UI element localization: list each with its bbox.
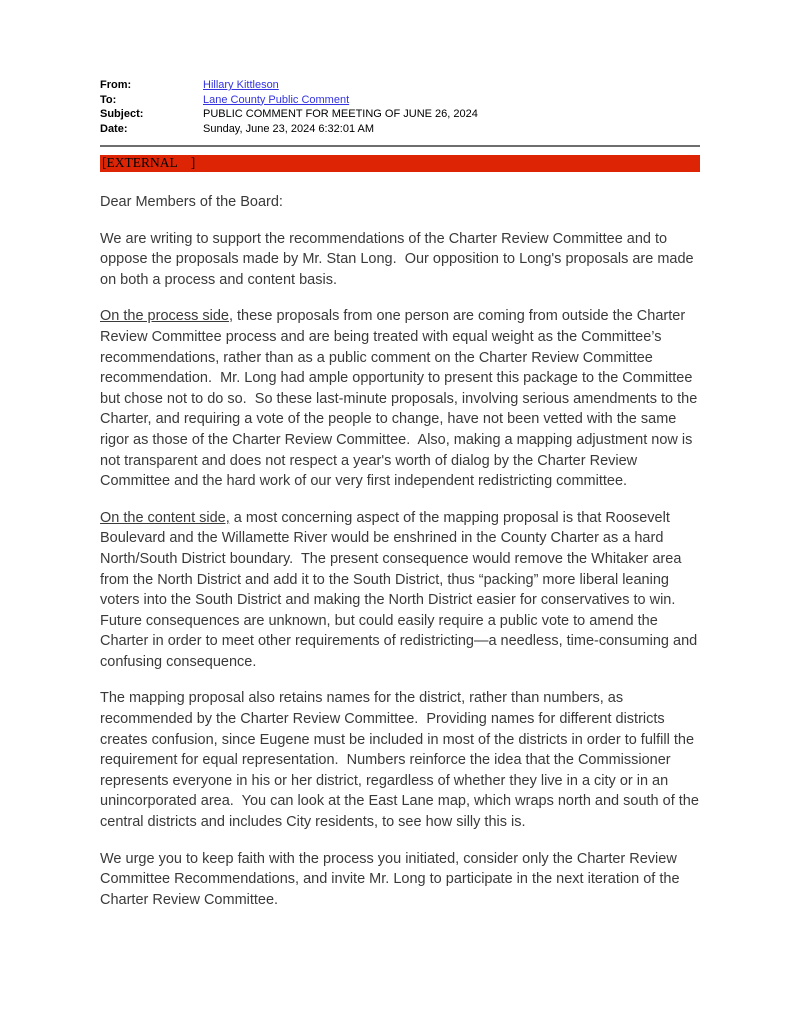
subject-value: PUBLIC COMMENT FOR MEETING OF JUNE 26, 2024: [203, 108, 478, 120]
header-row-from: [100, 78, 700, 93]
body-paragraph-2: [100, 306, 706, 491]
header-row-date: [100, 122, 700, 137]
header-row-to: [100, 93, 700, 108]
header-label-date: Date:: [100, 122, 128, 135]
to-recipient-link[interactable]: Lane County Public Comment: [203, 93, 350, 106]
email-header: [100, 78, 700, 136]
body-paragraph-1: [100, 229, 706, 291]
header-label-to: To:: [100, 93, 117, 106]
external-banner-label: [EXTERNAL ]: [102, 155, 196, 170]
header-row-subject: [100, 107, 700, 122]
header-label-from: From:: [100, 79, 132, 91]
header-divider: [100, 145, 700, 147]
external-banner: [100, 155, 700, 172]
underlined-lead: On the process side: [100, 308, 229, 325]
date-value: Sunday, June 23, 2024 6:32:01 AM: [203, 122, 375, 135]
paragraph-text: a most concerning aspect of the mapping proposal is that Roosevelt Boulevard and the Willamette River would be enshrined in the County Charter as a hard North/South District boundary. The present consequence would remove the Whitaker area from the North District and add it to the South District, thus “packing” more liberal leaning voters into the South District and making the North District easier for conservatives to win. Future consequences are unknown, but could easily require a public vote to amend the Charter in order to meet other requirements of redistricting—a needless, time-consuming and confusing consequence.: [100, 509, 702, 670]
header-label-subject: Subject:: [100, 108, 144, 120]
body-paragraph-3: [100, 508, 706, 673]
from-sender-link[interactable]: Hillary Kittleson: [203, 79, 279, 91]
salutation: Dear Members of the Board:: [100, 194, 283, 210]
paragraph-text: We urge you to keep faith with the process you initiated, consider only the Charter Review Committee Recommendations, and invite Mr. Long to participate in the next iteration of the Charter Review Committee.: [100, 850, 684, 908]
body-paragraph-4: [100, 688, 706, 832]
paragraph-text: The mapping proposal also retains names for the district, rather than numbers, as recommended by the Charter Review Committee. Providing names for different districts creates confusion, since Eugene must be included in most of the districts in order to fulfill the requirement for equal representation. Numbers reinforce the idea that the Commissioner represents everyone in his or her district, regardless of whether they live in a city or in an unincorporated area. You can look at the East Lane map, which wraps north and south of the central districts and includes City residents, to see how silly this is.: [100, 690, 703, 831]
email-body: [100, 192, 706, 910]
underlined-lead: On the content side,: [100, 509, 230, 526]
paragraph-text: We are writing to support the recommendations of the Charter Review Committee and to oppose the proposals made by Mr. Stan Long. Our opposition to Long's proposals are made on both a process and content basis.: [100, 230, 698, 288]
paragraph-text: , these proposals from one person are coming from outside the Charter Review Committee process and are being treated with equal weight as the Committee’s recommendations, rather than as a public comment on the Charter Review Committee recommendation. Mr. Long had ample opportunity to present this package to the Committee but chose not to do so. So these last-minute proposals, involving serious amendments to the Charter, and requiring a vote of the people to change, have not been vetted with the same rigor as those of the Charter Review Committee. Also, making a mapping adjustment now is not transparent and does not respect a year's worth of dialog by the Charter Review Committee and the hard work of our very first independent redistricting committee.: [100, 308, 702, 490]
body-paragraph-5: [100, 849, 706, 911]
